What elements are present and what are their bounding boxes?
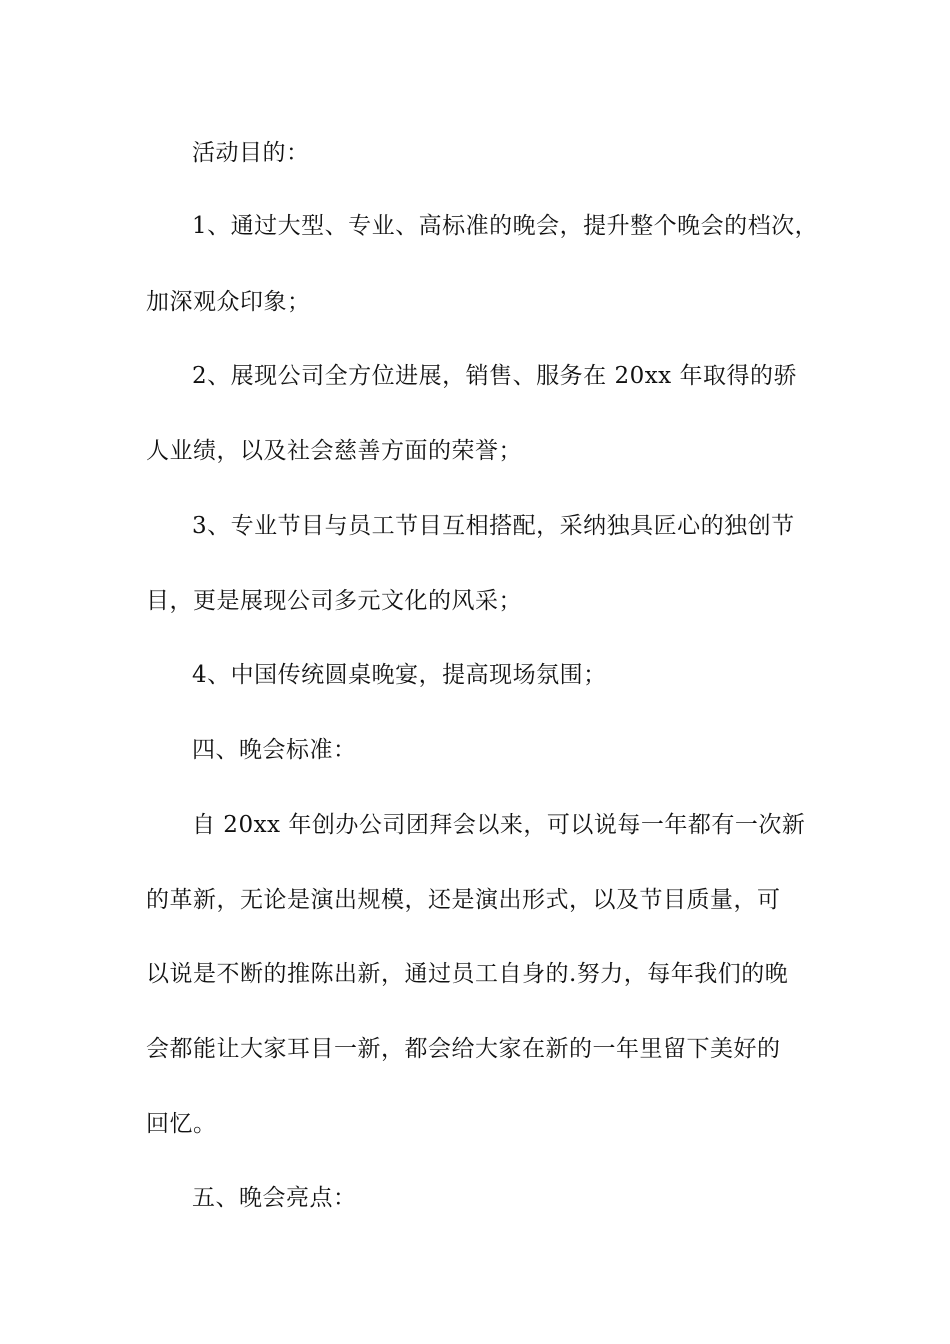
paragraph-line: 3、专业节目与员工节目互相搭配，采纳独具匠心的独创节: [192, 513, 795, 539]
paragraph-line: 4、中国传统圆桌晚宴，提高现场氛围；: [192, 662, 607, 688]
paragraph-line: 以说是不断的推陈出新，通过员工自身的.努力，每年我们的晚: [146, 961, 789, 987]
paragraph-line: 会都能让大家耳目一新，都会给大家在新的一年里留下美好的: [146, 1036, 781, 1062]
heading-activity-purpose: 活动目的：: [192, 140, 310, 166]
paragraph-line: 人业绩，以及社会慈善方面的荣誉；: [146, 438, 522, 464]
paragraph-line: 的革新，无论是演出规模，还是演出形式，以及节目质量，可: [146, 887, 781, 913]
heading-party-standard: 四、晚会标准：: [192, 737, 357, 763]
paragraph-line: 2、展现公司全方位进展，销售、服务在 20xx 年取得的骄: [192, 363, 797, 389]
paragraph-line: 回忆。: [146, 1111, 217, 1137]
paragraph-line: 目，更是展现公司多元文化的风采；: [146, 588, 522, 614]
heading-party-highlights: 五、晚会亮点：: [192, 1185, 357, 1211]
paragraph-line: 自 20xx 年创办公司团拜会以来，可以说每一年都有一次新: [192, 812, 806, 838]
paragraph-line: 加深观众印象；: [146, 289, 311, 315]
paragraph-line: 1、通过大型、专业、高标准的晚会，提升整个晚会的档次，: [192, 213, 819, 239]
